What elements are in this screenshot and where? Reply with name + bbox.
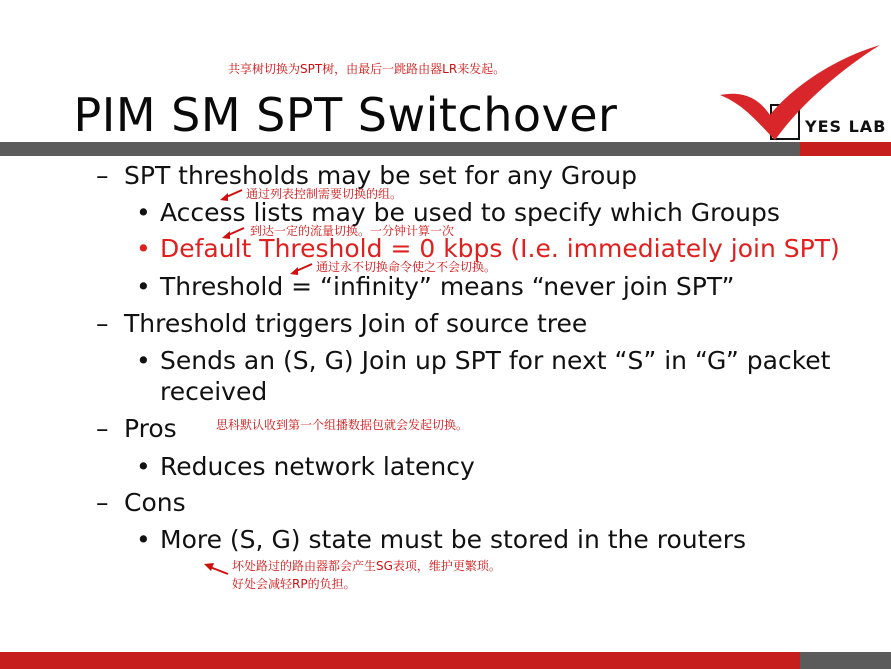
list-item: – Threshold triggers Join of source tree bbox=[96, 309, 588, 338]
bullet-text: Access lists may be used to specify which Groups bbox=[160, 198, 780, 227]
list-item: • Threshold = “infinity” means “never join SPT” bbox=[136, 272, 735, 301]
bullet-text: Threshold = “infinity” means “never join SPT” bbox=[160, 272, 735, 301]
annotation: 到达一定的流量切换。一分钟计算一次 bbox=[250, 224, 455, 238]
list-item: • More (S, G) state must be stored in the routers bbox=[136, 525, 747, 554]
annotation: 好处会减轻RP的负担。 bbox=[232, 577, 356, 591]
footer-bar-accent bbox=[800, 652, 891, 669]
header-divider-accent bbox=[800, 142, 891, 156]
list-item: • Access lists may be used to specify which Groups bbox=[136, 198, 780, 227]
list-item: – SPT thresholds may be set for any Group bbox=[96, 161, 637, 190]
footer-bar bbox=[0, 652, 891, 669]
bullet-text: Reduces network latency bbox=[160, 452, 475, 481]
list-item: – Pros bbox=[96, 414, 177, 443]
bullet-text: SPT thresholds may be set for any Group bbox=[124, 161, 637, 190]
annotation: 通过永不切换命令使之不会切换。 bbox=[316, 260, 497, 274]
list-item: – Cons bbox=[96, 488, 186, 517]
list-item: • Sends an (S, G) Join up SPT for next “S” in “G” packet bbox=[136, 346, 831, 375]
bullet-text: Cons bbox=[124, 488, 186, 517]
bullet-text: Threshold triggers Join of source tree bbox=[124, 309, 588, 338]
bullet-text: Sends an (S, G) Join up SPT for next “S” in “G” packet bbox=[160, 346, 831, 375]
header-divider bbox=[0, 142, 891, 156]
bullet-text: Pros bbox=[124, 414, 177, 443]
slide-title: PIM SM SPT Switchover bbox=[73, 88, 618, 142]
bullet-text: More (S, G) state must be stored in the routers bbox=[160, 525, 747, 554]
list-item-continuation: received bbox=[160, 377, 268, 406]
annotation-top: 共享树切换为SPT树，由最后一跳路由器LR来发起。 bbox=[228, 62, 506, 76]
annotation: 坏处路过的路由器都会产生SG表项，维护更繁琐。 bbox=[232, 559, 501, 573]
list-item: • Default Threshold = 0 kbps (I.e. immediately join SPT) bbox=[136, 234, 840, 263]
annotation: 思科默认收到第一个组播数据包就会发起切换。 bbox=[216, 418, 469, 432]
list-item: • Reduces network latency bbox=[136, 452, 475, 481]
bullet-text: Default Threshold = 0 kbps (I.e. immediately join SPT) bbox=[160, 234, 840, 263]
annotation: 通过列表控制需要切换的组。 bbox=[246, 187, 403, 201]
arrow-icon bbox=[204, 562, 230, 576]
logo-text: YES LAB bbox=[805, 117, 887, 136]
